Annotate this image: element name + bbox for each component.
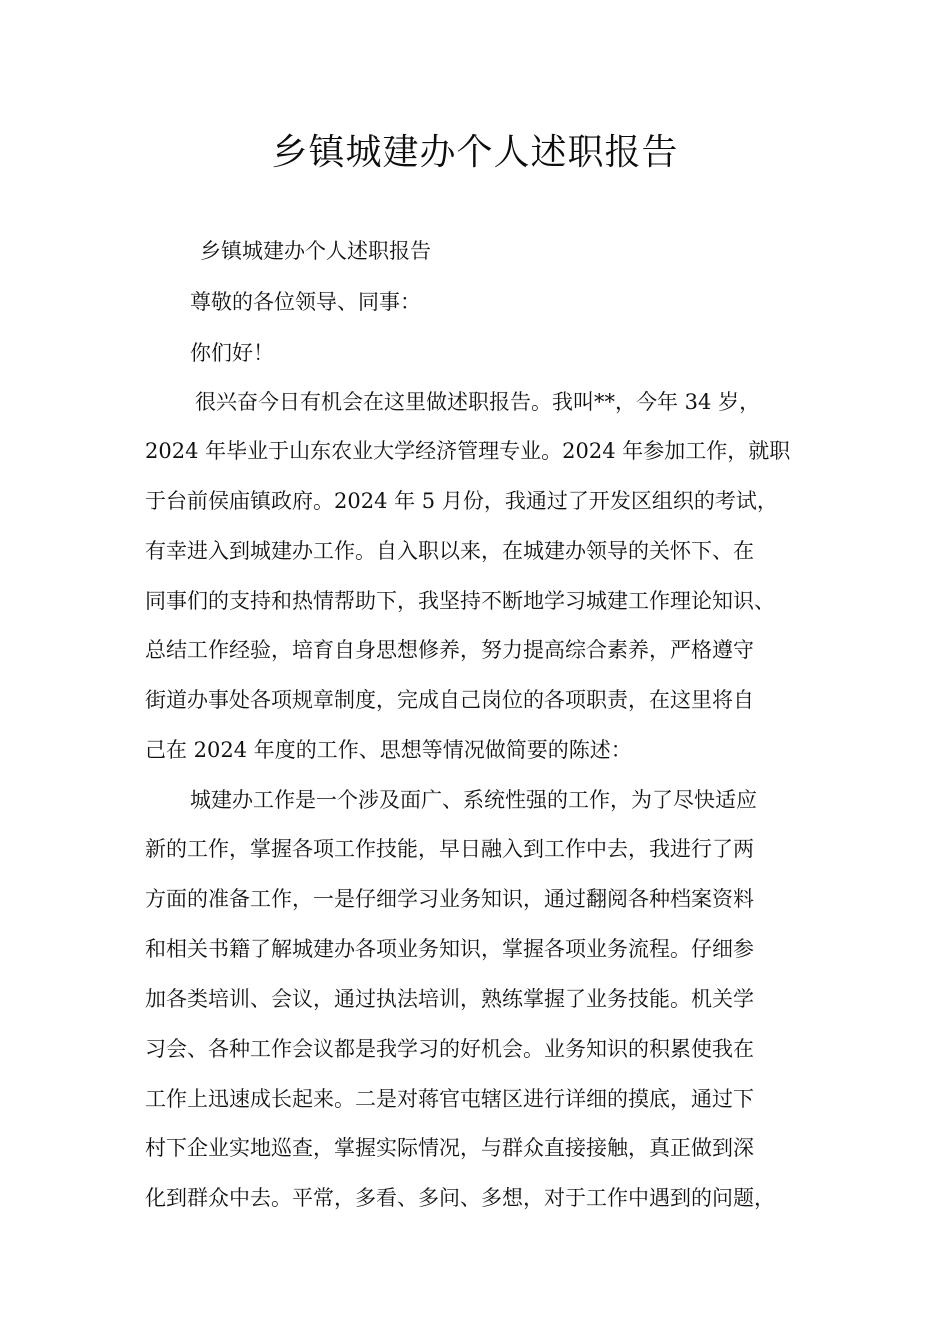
document-title: 乡镇城建办个人述职报告 — [271, 132, 679, 173]
body-line: 方面的准备工作，一是仔细学习业务知识，通过翻阅各种档案资料 — [145, 887, 754, 911]
body-line: 加各类培训、会议，通过执法培训，熟练掌握了业务技能。机关学 — [145, 987, 754, 1011]
body-line: 2024 年毕业于山东农业大学经济管理专业。2024 年参加工作，就职 — [145, 439, 791, 463]
greeting-line: 尊敬的各位领导、同事： — [190, 290, 421, 314]
body-line: 有幸进入到城建办工作。自入职以来，在城建办领导的关怀下、在 — [145, 539, 754, 563]
body-line: 街道办事处各项规章制度，完成自己岗位的各项职责，在这里将自 — [145, 688, 754, 712]
body-line: 化到群众中去。平常，多看、多问、多想，对于工作中遇到的问题， — [145, 1186, 775, 1210]
body-line: 和相关书籍了解城建办各项业务知识，掌握各项业务流程。仔细参 — [145, 937, 754, 961]
salutation-line: 你们好！ — [190, 341, 274, 365]
document-subtitle: 乡镇城建办个人述职报告 — [200, 239, 431, 263]
body-line: 习会、各种工作会议都是我学习的好机会。业务知识的积累使我在 — [145, 1037, 754, 1061]
body-line: 城建办工作是一个涉及面广、系统性强的工作，为了尽快适应 — [190, 788, 757, 812]
body-line: 总结工作经验，培育自身思想修养，努力提高综合素养，严格遵守 — [145, 638, 754, 662]
body-line: 同事们的支持和热情帮助下，我坚持不断地学习城建工作理论知识、 — [145, 589, 775, 613]
body-line: 村下企业实地巡查，掌握实际情况，与群众直接接触，真正做到深 — [145, 1136, 754, 1160]
body-line: 很兴奋今日有机会在这里做述职报告。我叫**，今年 34 岁， — [195, 390, 761, 414]
body-line: 己在 2024 年度的工作、思想等情况做简要的陈述： — [145, 738, 632, 762]
body-line: 于台前侯庙镇政府。2024 年 5 月份，我通过了开发区组织的考试， — [145, 489, 778, 513]
body-line: 工作上迅速成长起来。二是对蒋官屯辖区进行详细的摸底，通过下 — [145, 1087, 754, 1111]
body-line: 新的工作，掌握各项工作技能，早日融入到工作中去，我进行了两 — [145, 837, 754, 861]
